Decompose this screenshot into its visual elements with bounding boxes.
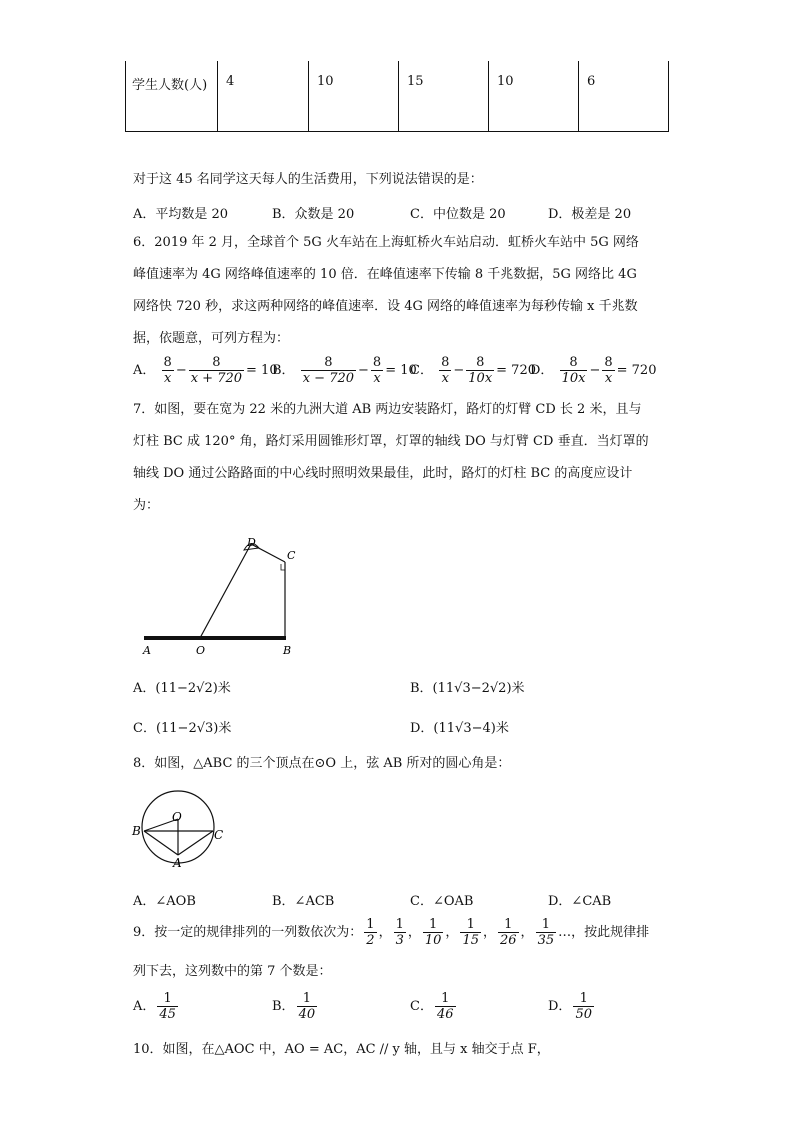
q6-option-a: A． $\frac{8}{x}$ − $\frac{8}{x + 720}$ = 10 [133, 355, 278, 386]
table-cell: 6 [587, 74, 596, 89]
denominator: 50 [575, 1007, 592, 1022]
denominator: 46 [436, 1007, 454, 1022]
axis-line [200, 544, 251, 638]
option-label: D． [548, 999, 572, 1014]
numerator: 1 [366, 917, 375, 932]
equation-rhs: = 10 [385, 363, 417, 378]
q9-line-2: 列下去，这列数中的第 7 个数是： [133, 964, 332, 979]
q5-stem: 对于这 45 名同学这天每人的生活费用，下列说法错误的是： [133, 172, 483, 187]
numerator: 8 [466, 355, 494, 371]
q8-option-b: B．∠ACB [272, 894, 335, 909]
label-o: O [196, 644, 206, 657]
numerator: 1 [297, 991, 318, 1007]
q10-text: 10．如图，在△AOC 中，AO = AC，AC // y 轴，且与 x 轴交于点 F， [133, 1042, 550, 1057]
option-label: D． [530, 363, 554, 378]
label-a: A [173, 856, 182, 870]
numerator: 1 [423, 917, 444, 933]
q6-option-b: B． $\frac{8}{x - 720}$ − $\frac{8}{x}$ = 10 [272, 355, 417, 386]
denominator: x − 720 [302, 371, 355, 386]
circle-figure [128, 785, 228, 870]
q9-option-a [133, 991, 180, 1022]
option-label: A． [133, 999, 156, 1014]
label-a: A [143, 644, 151, 657]
equation-rhs: = 10 [246, 363, 278, 378]
q5-option-c: C．中位数是 20 [410, 207, 506, 222]
chord-ca [178, 831, 213, 855]
equation-rhs: = 720 [496, 363, 536, 378]
numerator: 1 [536, 917, 557, 933]
q8-option-c: C．∠OAB [410, 894, 474, 909]
denominator: x [373, 371, 381, 386]
equation-rhs: = 720 [616, 363, 657, 378]
denominator: 10 [424, 933, 442, 948]
numerator: 8 [163, 355, 172, 370]
q6-option-d: D． $\frac{8}{10x}$ − $\frac{8}{x}$ = 720 [530, 355, 657, 386]
q5-option-a: A．平均数是 20 [133, 207, 229, 222]
arm-line [251, 544, 285, 562]
label-b: B [283, 644, 292, 657]
numerator: 8 [189, 355, 244, 371]
denominator: x + 720 [190, 371, 243, 386]
q7-line-4: 为： [133, 498, 160, 513]
denominator: 40 [298, 1007, 316, 1022]
table-divider [308, 61, 309, 131]
numerator: 8 [604, 355, 613, 370]
denominator: 15 [462, 933, 479, 948]
q6-option-c: C． $\frac{8}{x}$ − $\frac{8}{10x}$ = 720 [410, 355, 536, 386]
numerator: 1 [395, 917, 404, 932]
numerator: 1 [157, 991, 178, 1007]
denominator: 35 [537, 933, 555, 948]
table-cell: 10 [497, 74, 514, 89]
q7-line-2: 灯柱 BC 成 120° 角，路灯采用圆锥形灯罩，灯罩的轴线 DO 与灯臂 CD 垂直．当灯罩的 [133, 434, 649, 449]
table-cell: 10 [317, 74, 334, 89]
table-divider [398, 61, 399, 131]
numerator: 8 [301, 355, 356, 371]
label-b: B [132, 824, 141, 838]
q9-option-c [410, 991, 458, 1022]
q7-option-c: C．(11−2√3)米 [133, 721, 232, 736]
q8-option-a: A．∠AOB [133, 894, 196, 909]
denominator: 10x [468, 371, 493, 386]
denominator: x [604, 371, 613, 386]
q5-option-d: D．极差是 20 [548, 207, 632, 222]
data-table [125, 61, 669, 132]
q9-option-d [548, 991, 596, 1022]
label-d: D [247, 536, 256, 549]
q6-line-3: 网络快 720 秒，求这两种网络的峰值速率．设 4G 网络的峰值速率为每秒传输 x 千兆数 [133, 299, 638, 314]
numerator: 1 [573, 991, 594, 1007]
q8-stem: 8．如图，△ABC 的三个顶点在⊙O 上，弦 AB 所对的圆心角是： [133, 756, 511, 771]
label-o: O [172, 810, 182, 824]
q9-option-b [272, 991, 319, 1022]
q9-stem: 9．按一定的规律排列的一列数依次为： $\frac{1}{2}$ ， $\frac{1}{3}$ ， $\frac{1}{10}$ ， $\frac{1}{15}$ ， $\frac{1}{26}$ ， $\frac{1}{35}$ …，按此规律排 [133, 917, 650, 948]
numerator: 1 [460, 917, 481, 933]
denominator: x [441, 371, 449, 386]
label-c: C [214, 828, 224, 842]
table-border [125, 61, 126, 131]
numerator: 8 [560, 355, 588, 371]
table-row-label: 学生人数(人) [132, 78, 208, 93]
numerator: 8 [441, 355, 450, 370]
denominator: 45 [159, 1007, 176, 1022]
chord-ba [144, 831, 178, 855]
table-cell: 4 [226, 74, 235, 89]
table-divider [578, 61, 579, 131]
q7-line-1: 7．如图，要在宽为 22 米的九洲大道 AB 两边安装路灯，路灯的灯臂 CD 长 2 米，且与 [133, 402, 642, 417]
q6-line-2: 峰值速率为 4G 网络峰值速率的 10 倍．在峰值速率下传输 8 千兆数据，5G 网络比 4G [133, 267, 637, 282]
q9-stem-prefix: 9．按一定的规律排列的一列数依次为： [133, 925, 363, 940]
numerator: 1 [435, 991, 456, 1007]
numerator: 1 [498, 917, 519, 933]
denominator: x [164, 371, 172, 386]
q5-option-b: B．众数是 20 [272, 207, 355, 222]
option-label: C． [410, 999, 433, 1014]
table-cell: 15 [407, 74, 424, 89]
q6-line-4: 据，依题意，可列方程为： [133, 331, 290, 346]
table-divider [488, 61, 489, 131]
option-label: C． [410, 363, 433, 378]
denominator: 2 [366, 933, 375, 948]
label-c: C [287, 549, 296, 562]
option-label: B． [272, 363, 295, 378]
table-divider [217, 61, 218, 131]
q9-stem-suffix: …，按此规律排 [558, 925, 650, 940]
q6-line-1: 6．2019 年 2 月，全球首个 5G 火车站在上海虹桥火车站启动．虹桥火车站中 5G 网络 [133, 235, 639, 250]
option-label: B． [272, 999, 295, 1014]
q7-line-3: 轴线 DO 通过公路路面的中心线时照明效果最佳，此时，路灯的灯柱 BC 的高度应设计 [133, 466, 633, 481]
numerator: 8 [372, 355, 382, 370]
q7-option-d: D．(11√3−4)米 [410, 721, 509, 736]
q7-option-b: B．(11√3−2√2)米 [410, 681, 525, 696]
option-label: A． [133, 363, 156, 378]
streetlight-figure [130, 530, 310, 660]
denominator: 3 [395, 933, 404, 948]
q7-option-a: A．(11−2√2)米 [133, 681, 231, 696]
denominator: 26 [500, 933, 517, 948]
q8-option-d: D．∠CAB [548, 894, 612, 909]
denominator: 10x [561, 371, 586, 386]
